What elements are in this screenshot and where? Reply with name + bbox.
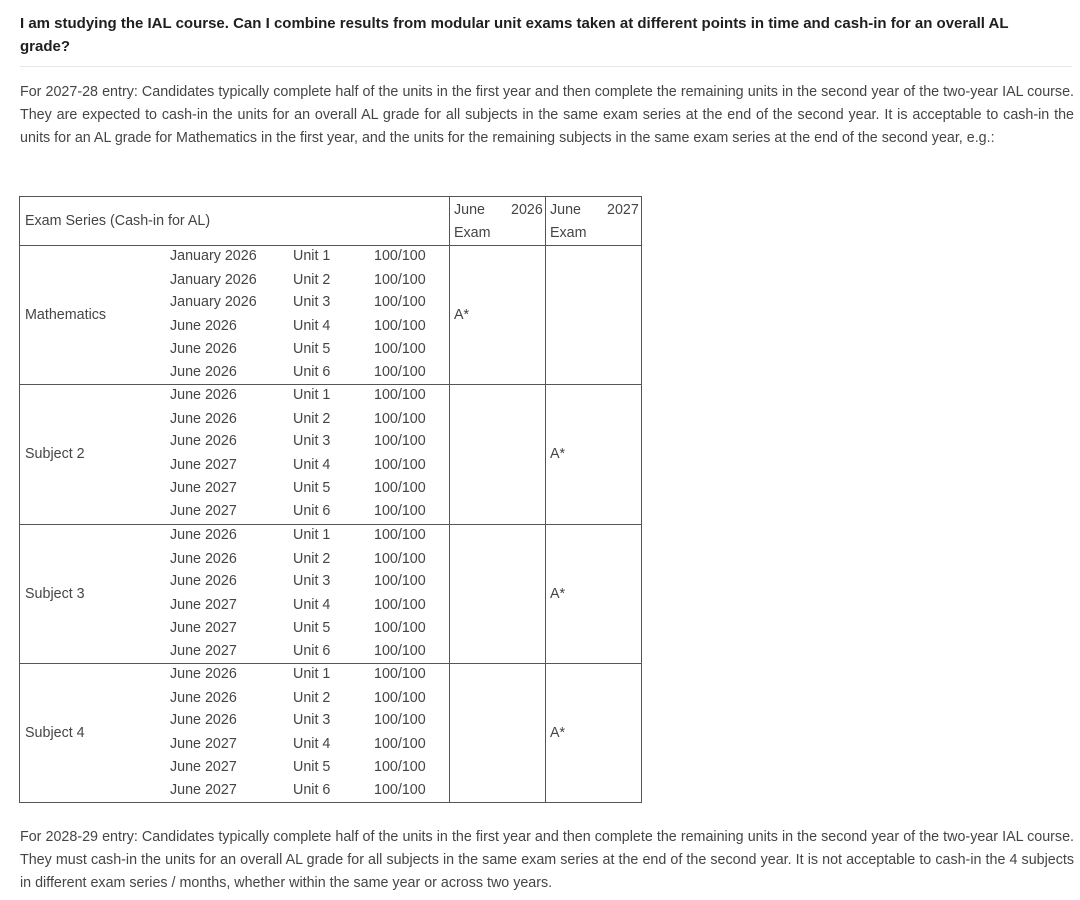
unit-score: 100/100 (374, 502, 426, 519)
unit-name: Unit 3 (293, 712, 331, 728)
unit-row (170, 571, 450, 594)
unit-date: June 2027 (170, 596, 237, 613)
answer-paragraph-2028-29: For 2028-29 entry: Candidates typically complete half of the units in the first year and then complete the remaining units in the second year of the two-year IAL course. They must cash-in the units for an overall AL grade for all subjects in the same exam series at the end of the second year. It is not acceptable to cash-in the 4 subjects in different exam series / months, whether within the same year or across two years. (20, 829, 1074, 891)
grade-june-2027: A* (550, 585, 566, 602)
grade-june-2027: A* (550, 445, 566, 462)
header-exam-series: Exam Series (Cash-in for AL) (25, 213, 211, 229)
unit-row (170, 501, 450, 524)
unit-name: Unit 6 (293, 363, 331, 380)
header-june-2026-month: June (454, 202, 486, 218)
subject-name: Subject 3 (25, 585, 85, 602)
unit-name: Unit 2 (293, 689, 331, 706)
unit-score: 100/100 (374, 735, 426, 752)
unit-row (170, 734, 450, 757)
subject-name: Subject 2 (25, 445, 85, 462)
unit-score: 100/100 (374, 596, 426, 613)
unit-date: June 2026 (170, 341, 237, 357)
unit-name: Unit 4 (293, 456, 331, 473)
unit-name: Unit 2 (293, 410, 331, 427)
unit-name: Unit 2 (293, 550, 331, 567)
unit-name: Unit 3 (293, 294, 331, 310)
unit-date: June 2027 (170, 456, 237, 473)
table-divider (545, 197, 546, 802)
unit-date: June 2027 (170, 642, 237, 659)
unit-score: 100/100 (374, 642, 426, 659)
unit-name: Unit 6 (293, 502, 331, 519)
unit-date: June 2027 (170, 781, 237, 798)
unit-row (170, 246, 450, 269)
divider (20, 66, 1072, 67)
unit-row (170, 409, 450, 432)
unit-score: 100/100 (374, 689, 426, 706)
unit-date: June 2026 (170, 550, 237, 567)
unit-name: Unit 1 (293, 248, 331, 264)
unit-date: June 2026 (170, 527, 237, 543)
unit-name: Unit 5 (293, 480, 331, 496)
unit-row (170, 316, 450, 339)
unit-name: Unit 1 (293, 666, 331, 682)
unit-date: June 2026 (170, 410, 237, 427)
unit-score: 100/100 (374, 620, 426, 636)
header-june-2026-year: 2026 (511, 202, 543, 218)
unit-row (170, 664, 450, 687)
unit-score: 100/100 (374, 480, 426, 496)
grade-june-2026: A* (454, 306, 470, 323)
unit-row (170, 362, 450, 385)
unit-score: 100/100 (374, 341, 426, 357)
unit-score: 100/100 (374, 410, 426, 427)
unit-score: 100/100 (374, 456, 426, 473)
unit-score: 100/100 (374, 387, 426, 403)
unit-row (170, 641, 450, 664)
unit-score: 100/100 (374, 248, 426, 264)
unit-row (170, 478, 450, 501)
unit-name: Unit 6 (293, 642, 331, 659)
unit-name: Unit 3 (293, 433, 331, 449)
cash-in-example-table (19, 196, 642, 803)
subject-name: Subject 4 (25, 724, 85, 741)
unit-row (170, 757, 450, 780)
unit-name: Unit 4 (293, 735, 331, 752)
unit-date: June 2026 (170, 712, 237, 728)
unit-date: June 2027 (170, 735, 237, 752)
unit-row (170, 595, 450, 618)
unit-score: 100/100 (374, 573, 426, 589)
unit-date: June 2027 (170, 620, 237, 636)
unit-row (170, 385, 450, 408)
unit-score: 100/100 (374, 712, 426, 728)
unit-name: Unit 3 (293, 573, 331, 589)
unit-date: June 2026 (170, 433, 237, 449)
unit-name: Unit 6 (293, 781, 331, 798)
unit-row (170, 688, 450, 711)
unit-date: June 2026 (170, 317, 237, 334)
unit-row (170, 710, 450, 733)
unit-row (170, 270, 450, 293)
unit-score: 100/100 (374, 294, 426, 310)
unit-date: January 2026 (170, 271, 257, 288)
unit-name: Unit 5 (293, 341, 331, 357)
unit-name: Unit 2 (293, 271, 331, 288)
unit-score: 100/100 (374, 317, 426, 334)
unit-date: June 2026 (170, 689, 237, 706)
unit-score: 100/100 (374, 550, 426, 567)
unit-date: June 2026 (170, 387, 237, 403)
unit-date: June 2026 (170, 363, 237, 380)
header-june-2026-label: Exam (454, 225, 491, 241)
unit-date: June 2027 (170, 480, 237, 496)
unit-date: January 2026 (170, 294, 257, 310)
unit-name: Unit 4 (293, 317, 331, 334)
unit-row (170, 431, 450, 454)
subject-name: Mathematics (25, 306, 107, 323)
unit-date: June 2027 (170, 759, 237, 775)
header-june-2027-label: Exam (550, 225, 587, 241)
grade-june-2027: A* (550, 724, 566, 741)
unit-name: Unit 1 (293, 527, 331, 543)
unit-name: Unit 1 (293, 387, 331, 403)
unit-name: Unit 4 (293, 596, 331, 613)
unit-score: 100/100 (374, 433, 426, 449)
faq-question: I am studying the IAL course. Can I combine results from modular unit exams taken at different points in time and cash-in for an overall AL grade? (20, 15, 1009, 55)
unit-date: June 2026 (170, 666, 237, 682)
unit-score: 100/100 (374, 759, 426, 775)
unit-name: Unit 5 (293, 620, 331, 636)
unit-row (170, 549, 450, 572)
unit-score: 100/100 (374, 527, 426, 543)
unit-row (170, 780, 450, 803)
header-june-2027-month: June (550, 202, 582, 218)
unit-row (170, 525, 450, 548)
answer-paragraph-2027-28: For 2027-28 entry: Candidates typically complete half of the units in the first year and then complete the remaining units in the second year of the two-year IAL course. They are expected to cash-in the units for an overall AL grade for all subjects in the same exam series at the end of the second year. It is acceptable to cash-in the units for an AL grade for Mathematics in the first year, and the units for the remaining subjects in the same exam series at the end of the second year, e.g.: (20, 84, 1074, 146)
unit-row (170, 339, 450, 362)
unit-score: 100/100 (374, 666, 426, 682)
unit-date: June 2027 (170, 502, 237, 519)
unit-row (170, 618, 450, 641)
unit-score: 100/100 (374, 363, 426, 380)
unit-row (170, 292, 450, 315)
unit-row (170, 455, 450, 478)
unit-score: 100/100 (374, 781, 426, 798)
unit-score: 100/100 (374, 271, 426, 288)
unit-date: June 2026 (170, 573, 237, 589)
unit-date: January 2026 (170, 248, 257, 264)
unit-name: Unit 5 (293, 759, 331, 775)
header-june-2027-year: 2027 (607, 202, 639, 218)
